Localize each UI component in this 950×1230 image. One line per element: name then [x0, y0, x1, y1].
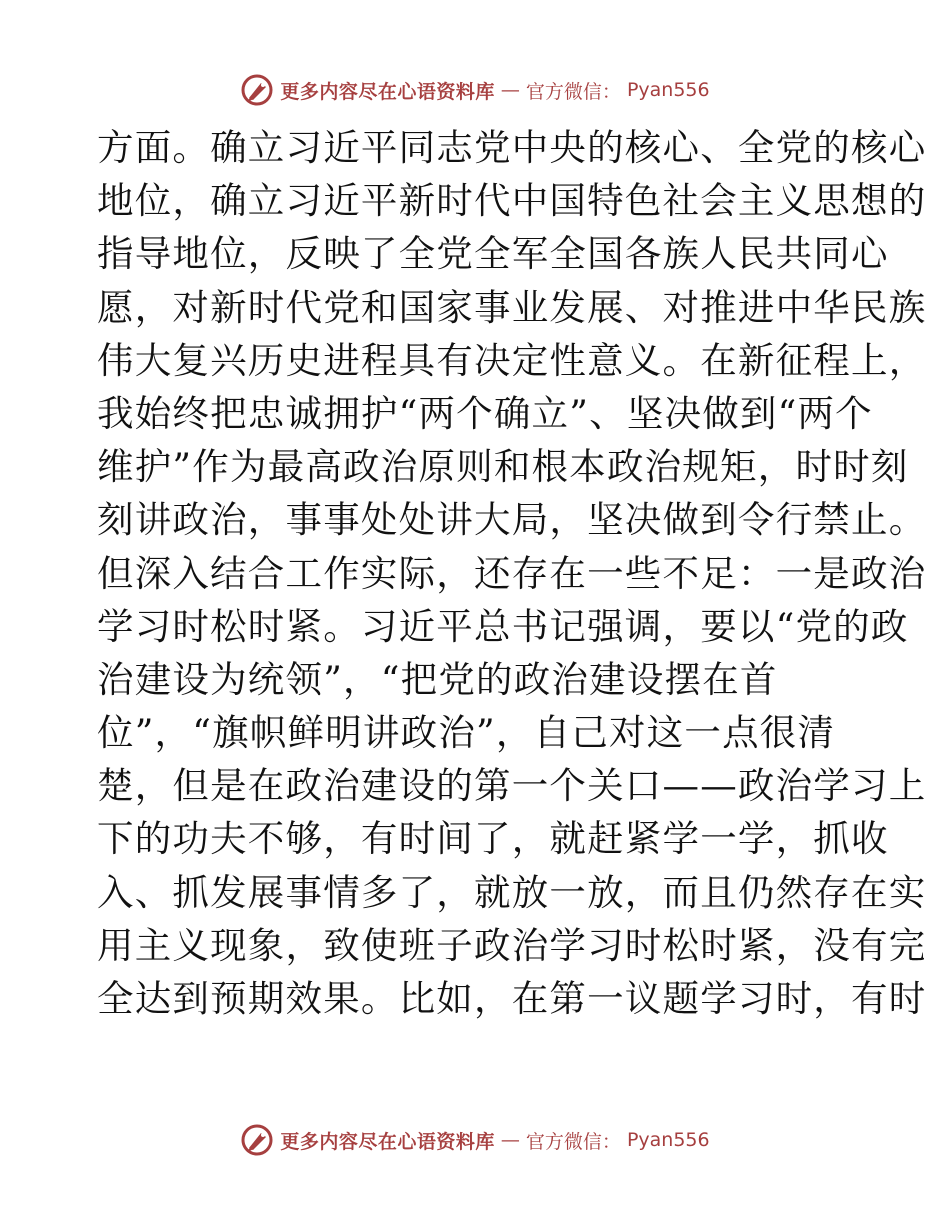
text-line: 下的功夫不够，有时间了，就赶紧学一学，抓收	[97, 817, 889, 861]
footer-brand-text: 更多内容尽在心语资料库	[280, 1130, 495, 1153]
pen-nib-icon	[240, 73, 274, 107]
text-line: 全达到预期效果。比如，在第一议题学习时，有时	[97, 977, 927, 1020]
footer-separator: —	[500, 1129, 520, 1151]
pen-nib-icon	[240, 1123, 274, 1157]
header-banner	[0, 70, 950, 110]
text-line: 愿，对新时代党和国家事业发展、对推进中华民族	[97, 285, 927, 329]
header-wechat-label: 官方微信：	[525, 80, 621, 103]
text-line: 学习时松时紧。习近平总书记强调，要以“党的政	[97, 604, 909, 648]
text-line: 刻讲政治，事事处处讲大局，坚决做到令行禁止。	[97, 498, 927, 542]
text-line: 治建设为统领”，“把党的政治建设摆在首	[97, 657, 778, 701]
text-line: 我始终把忠诚拥护“两个确立”、坚决做到“两个	[97, 391, 873, 435]
header-separator: —	[500, 79, 520, 101]
header-brand-text: 更多内容尽在心语资料库	[280, 80, 495, 103]
footer-wechat-id: Pyan556	[626, 1129, 710, 1151]
text-line: 维护”作为最高政治原则和根本政治规矩，时时刻	[97, 445, 909, 489]
text-line: 位”，“旗帜鲜明讲政治”，自己对这一点很清	[97, 711, 836, 755]
header-wechat-id: Pyan556	[626, 79, 710, 101]
text-line: 地位，确立习近平新时代中国特色社会主义思想的	[97, 179, 927, 223]
footer-wechat-label: 官方微信：	[525, 1130, 621, 1153]
text-line: 用主义现象，致使班子政治学习时松时紧，没有完	[97, 923, 927, 967]
text-line: 方面。确立习近平同志党中央的核心、全党的核心	[97, 126, 927, 169]
document-body	[97, 121, 927, 1025]
text-line: 楚，但是在政治建设的第一个关口——政治学习上	[97, 764, 927, 808]
text-line: 但深入结合工作实际，还存在一些不足：一是政治	[97, 551, 927, 595]
text-line: 入、抓发展事情多了，就放一放，而且仍然存在实	[97, 870, 927, 914]
text-line: 指导地位，反映了全党全军全国各族人民共同心	[97, 232, 889, 276]
text-line: 伟大复兴历史进程具有决定性意义。在新征程上，	[97, 338, 927, 382]
footer-banner	[0, 1120, 950, 1160]
